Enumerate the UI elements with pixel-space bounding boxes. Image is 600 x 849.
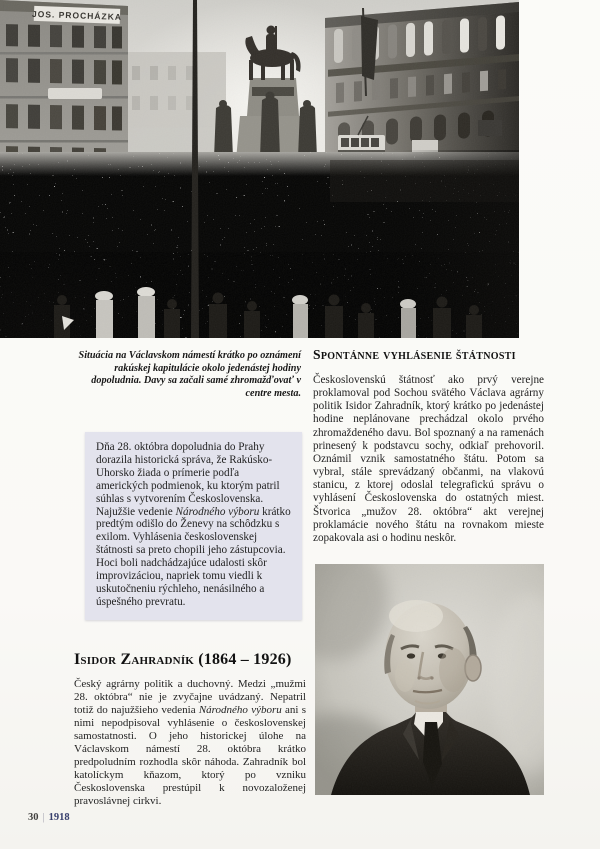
footer-year: 1918 <box>48 812 70 823</box>
highlight-box-text <box>96 441 292 609</box>
wenceslas-square-photo <box>0 0 519 338</box>
box-text-after: krátko predtým odišlo do Ženevy na schôdzku s exilom. Vyhlásenia československej štátnosti sa preto chopili jeho zástupcovia. Hoci boli nadchádzajúce udalosti skôr improvizáciou, napriek tomu viedli k uskutočneniu rýchleho, nenásilného a úspešného prevratu. <box>96 505 291 608</box>
box-text-italic: Národného výboru <box>175 505 260 518</box>
zahradnik-portrait <box>315 564 544 795</box>
main-article <box>313 347 544 545</box>
crowd-photo-illustration <box>0 0 519 338</box>
bio-section <box>74 651 306 808</box>
box-text-before: Dňa 28. októbra dopoludnia do Prahy dorazila historická správa, že Rakúsko-Uhorsko žiada o prímerie podľa amerických podmienok, ku ktorým patril súhlas s vytvorením Československa. Najužšie vedenie <box>96 441 280 518</box>
article-heading: Spontánne vyhlásenie štátnosti <box>313 347 516 362</box>
bio-heading: Isidor Zahradník (1864 – 1926) <box>74 651 292 668</box>
portrait-illustration <box>315 564 544 795</box>
article-body: Československú štátnosť ako prvý verejne proklamoval pod Sochou svätého Václava agrárny politik Isidor Zahradník, ktorý krátko po jedenástej hodine neplánovane prechádzal okolo prvého zhromaždeného davu. Bol spoznaný a na ramenách prinesený k podstavcu sochy, odkiaľ prehovoril. Oznámil vznik samostatného štátu. Potom sa vybral, stále sprevádzaný občanmi, na vlakovú stanicu, z ktorej odoslal telegrafickú správu o vyhlásení Československa do ostatných miest. Štvorica „mužov 28. októbra“ akt verejnej proklamácie nového štátu na rovnakom mieste zopakovala asi o hodinu neskôr. <box>313 374 544 544</box>
page-footer <box>28 812 70 823</box>
footer-separator: | <box>42 812 45 823</box>
building-sign-text: JOS. PROCHÁZKA <box>31 8 123 22</box>
photo-grain <box>0 0 519 338</box>
bio-body <box>74 678 306 808</box>
highlight-box <box>85 432 302 620</box>
photo-caption: Situácia na Václavskom námestí krátko po oznámení rakúskej kapitulácie okolo jedenástej hodiny dopoludnia. Davy sa začali samé zhromažďovať v centre mesta. <box>78 350 301 399</box>
bio-text-before: Český agrárny politik a duchovný. Medzi „mužmi 28. októbra“ nie je zvyčajne uvádzaný. Nepatril totiž do najužšieho vedenia <box>74 678 306 716</box>
bio-text-italic: Národného výboru <box>198 704 282 716</box>
page-number: 30 <box>28 812 39 823</box>
bio-text-after: ani s nimi nepodpisoval vyhlásenie o československej samostatnosti. O jeho historickej úlohe na Václavskom námestí 28. októbra krátko predpoludním rozhodla skôr náhoda. Zahradník bol katolíckym kňazom, ktorý po vzniku Československa prestúpil k novozaloženej pravoslávnej cirkvi. <box>74 704 306 807</box>
